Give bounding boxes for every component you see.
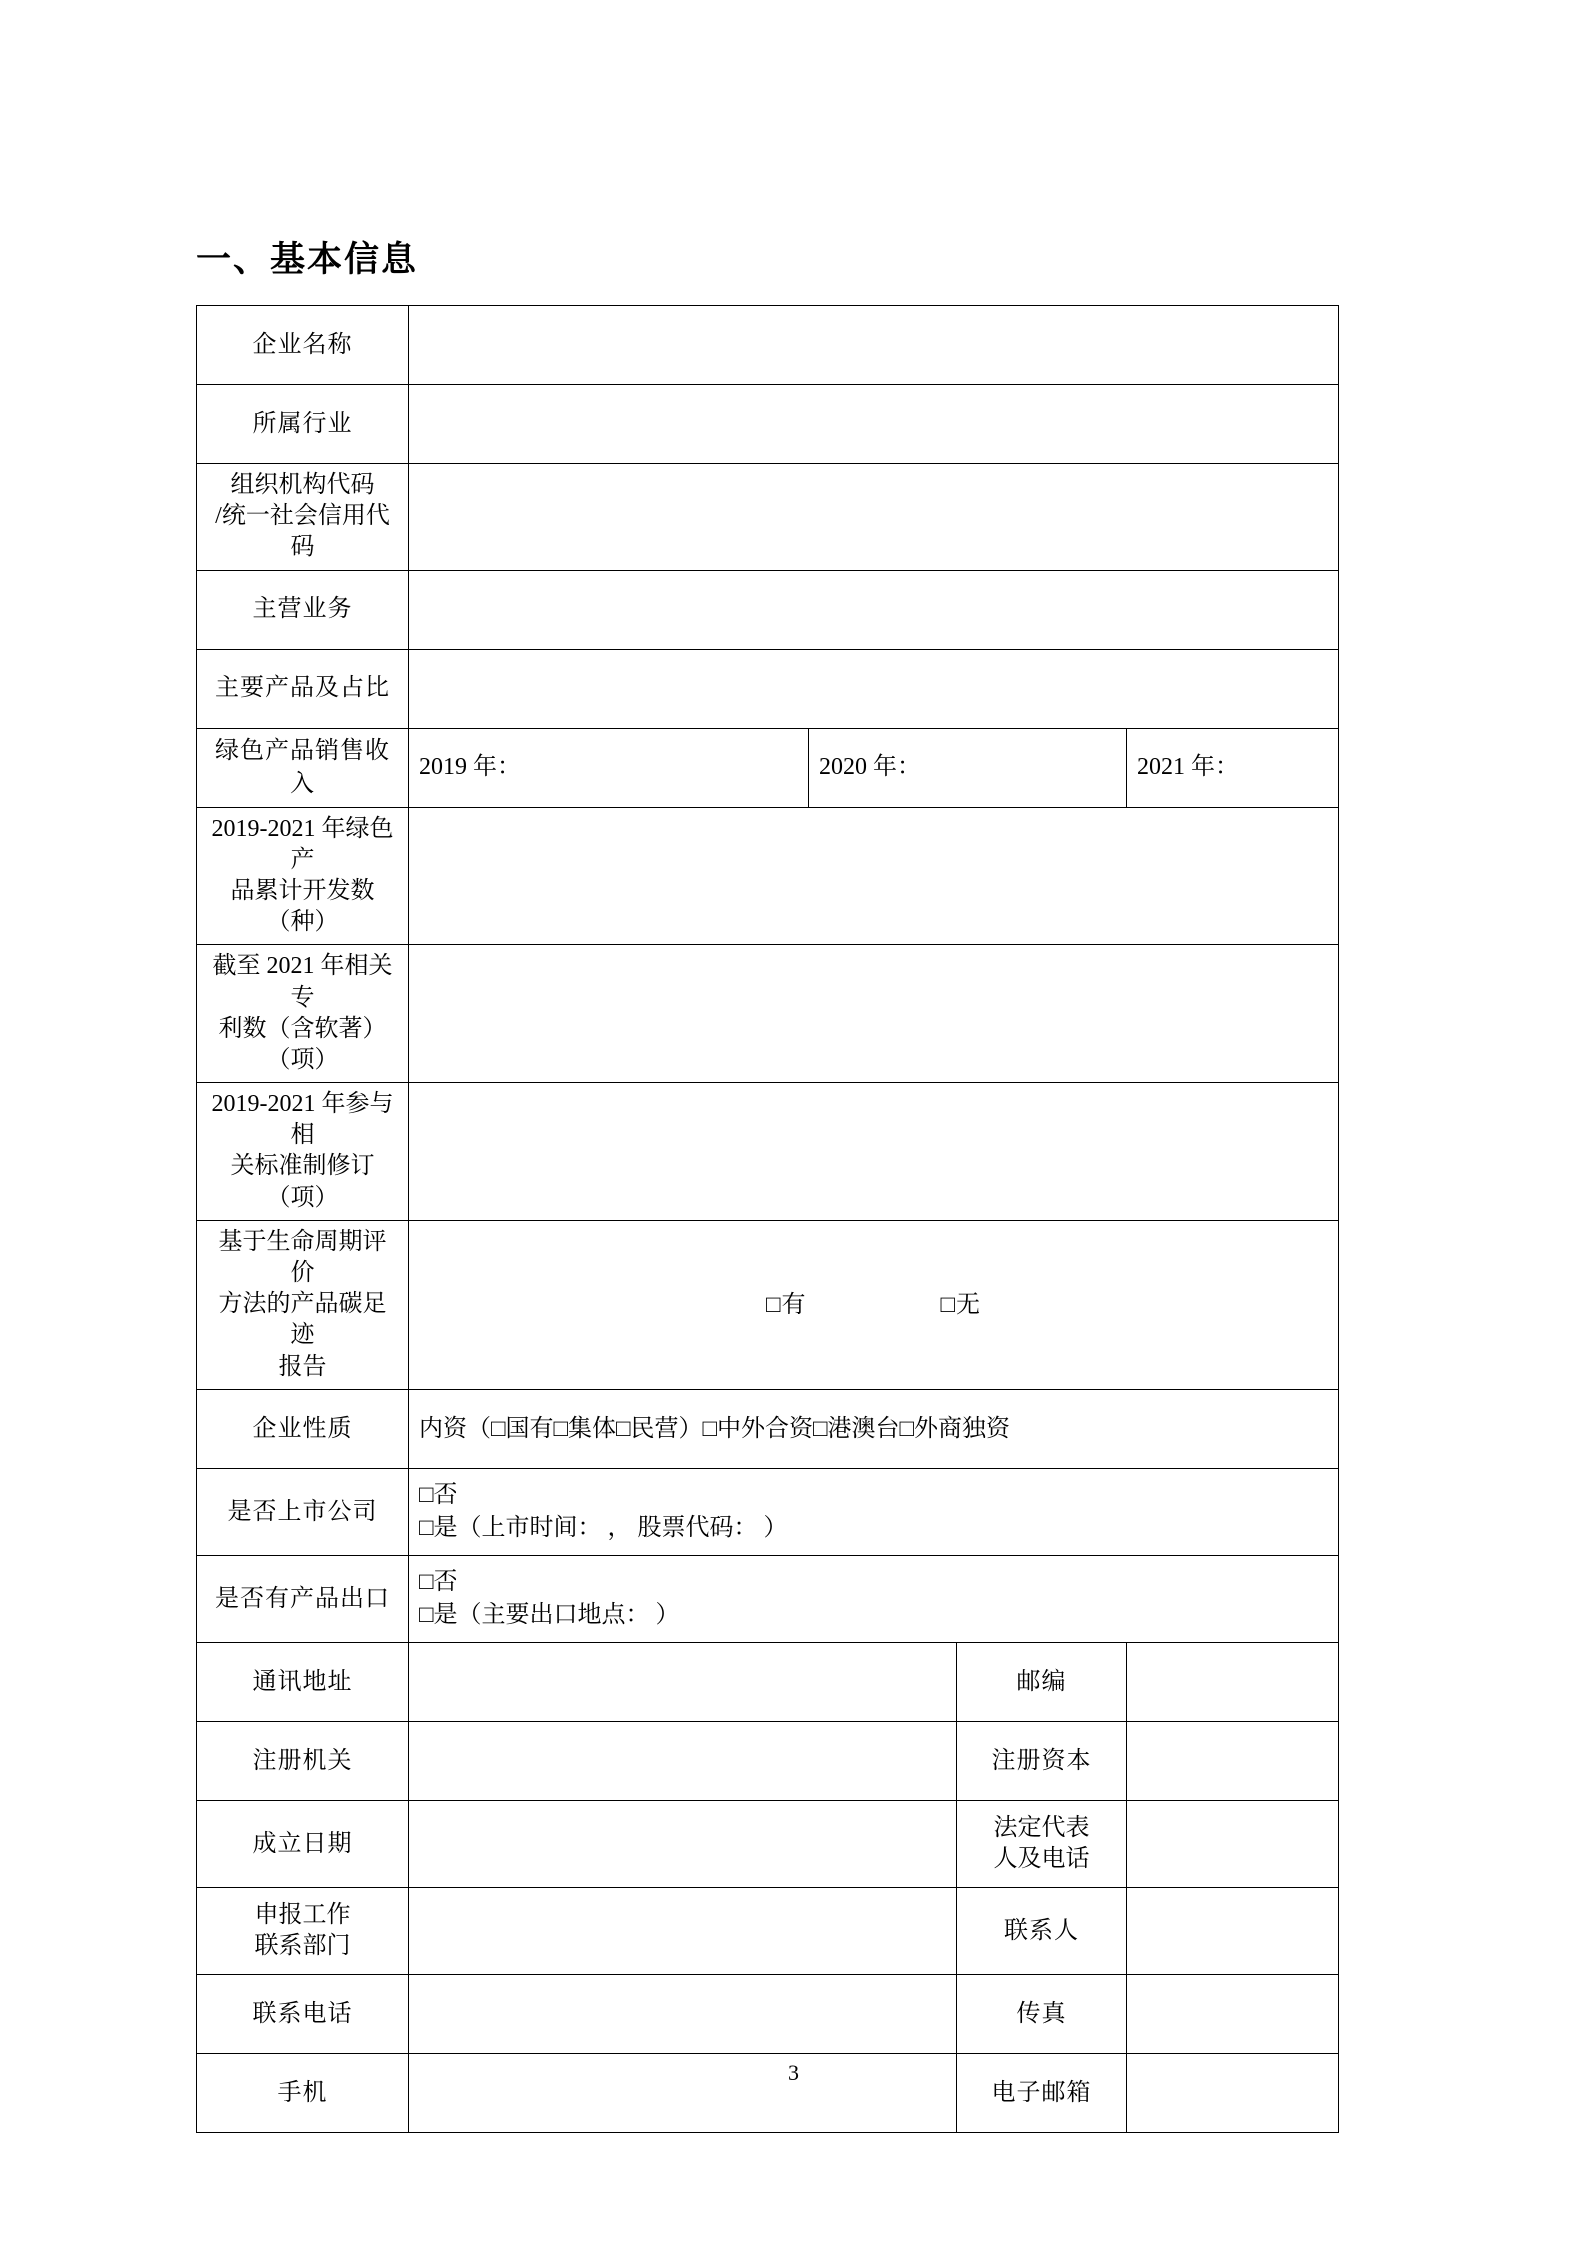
label-green-product-count-line1: 2019-2021 年绿色产 <box>211 815 394 873</box>
table-row <box>197 1220 1339 1389</box>
label-org-code <box>197 464 409 571</box>
label-patent-count <box>197 945 409 1083</box>
field-main-business[interactable] <box>409 570 1339 649</box>
label-contact-department-line2: 联系部门 <box>254 1932 351 1959</box>
table-row <box>197 807 1339 945</box>
label-postcode: 邮编 <box>957 1642 1127 1721</box>
table-row <box>197 1468 1339 1555</box>
field-has-export-options <box>409 1555 1339 1642</box>
label-contact-department <box>197 1887 409 1974</box>
label-registration-authority: 注册机关 <box>197 1721 409 1800</box>
label-is-listed: 是否上市公司 <box>197 1468 409 1555</box>
label-mailing-address: 通讯地址 <box>197 1642 409 1721</box>
field-company-name[interactable] <box>409 306 1339 385</box>
label-org-code-line1: 组织机构代码 <box>230 472 375 498</box>
label-industry: 所属行业 <box>197 385 409 464</box>
field-carbon-footprint-options <box>409 1220 1339 1389</box>
label-standards-count-line1: 2019-2021 年参与相 <box>211 1091 394 1149</box>
checkbox-export-yes[interactable]: □是（主要出口地点： ） <box>419 1601 680 1628</box>
label-fax: 传真 <box>957 1974 1127 2053</box>
field-postcode[interactable] <box>1127 1642 1339 1721</box>
field-standards-count[interactable] <box>409 1083 1339 1221</box>
checkbox-listed-yes[interactable]: □是（上市时间： ， 股票代码： ） <box>419 1514 788 1541</box>
label-contact-department-line1: 申报工作 <box>254 1901 351 1928</box>
field-establish-date[interactable] <box>409 1800 957 1887</box>
field-org-code[interactable] <box>409 464 1339 571</box>
label-legal-rep <box>957 1800 1127 1887</box>
label-green-product-count-line2: 品累计开发数（种） <box>230 877 375 936</box>
field-industry[interactable] <box>409 385 1339 464</box>
table-row <box>197 1887 1339 1974</box>
checkbox-listed-no[interactable]: □否 <box>419 1482 458 1509</box>
field-contact-phone[interactable] <box>409 1974 957 2053</box>
label-legal-rep-line1: 法定代表 <box>993 1814 1090 1841</box>
checkbox-export-no[interactable]: □否 <box>419 1569 458 1596</box>
table-row <box>197 1389 1339 1468</box>
label-patent-count-line2: 利数（含软著）（项） <box>218 1015 387 1073</box>
label-carbon-footprint-line1: 基于生命周期评价 <box>218 1228 387 1286</box>
field-green-revenue-2019[interactable]: 2019 年： <box>409 728 809 807</box>
field-contact-person[interactable] <box>1127 1887 1339 1974</box>
field-green-revenue-2021[interactable]: 2021 年： <box>1127 728 1339 807</box>
label-standards-count-line2: 关标准制修订（项） <box>230 1153 375 1211</box>
field-green-revenue-2020[interactable]: 2020 年： <box>809 728 1127 807</box>
label-contact-person: 联系人 <box>957 1887 1127 1974</box>
field-main-products[interactable] <box>409 649 1339 728</box>
label-establish-date: 成立日期 <box>197 1800 409 1887</box>
field-green-product-count[interactable] <box>409 807 1339 945</box>
table-row <box>197 945 1339 1083</box>
field-enterprise-nature-options[interactable]: 内资（□国有□集体□民营）□中外合资□港澳台□外商独资 <box>409 1389 1339 1468</box>
label-green-product-count <box>197 807 409 945</box>
label-standards-count <box>197 1083 409 1221</box>
table-row <box>197 1721 1339 1800</box>
basic-info-table <box>196 305 1339 2133</box>
page-number: 3 <box>788 2060 799 2085</box>
page-title: 一、基本信息 <box>196 240 419 279</box>
field-legal-rep[interactable] <box>1127 1800 1339 1887</box>
table-row <box>197 728 1339 807</box>
label-enterprise-nature: 企业性质 <box>197 1389 409 1468</box>
field-contact-department[interactable] <box>409 1887 957 1974</box>
field-registered-capital[interactable] <box>1127 1721 1339 1800</box>
label-mobile: 手机 <box>197 2053 409 2132</box>
field-patent-count[interactable] <box>409 945 1339 1083</box>
label-main-business: 主营业务 <box>197 570 409 649</box>
table-row <box>197 570 1339 649</box>
label-carbon-footprint-line2: 方法的产品碳足迹 <box>218 1291 387 1349</box>
label-email: 电子邮箱 <box>957 2053 1127 2132</box>
field-mailing-address[interactable] <box>409 1642 957 1721</box>
label-contact-phone: 联系电话 <box>197 1974 409 2053</box>
table-row <box>197 1974 1339 2053</box>
field-registration-authority[interactable] <box>409 1721 957 1800</box>
table-row <box>197 1800 1339 1887</box>
label-registered-capital: 注册资本 <box>957 1721 1127 1800</box>
label-legal-rep-line2: 人及电话 <box>993 1845 1090 1872</box>
table-row <box>197 306 1339 385</box>
table-row <box>197 464 1339 571</box>
checkbox-carbon-report-no[interactable]: □无 <box>940 1291 982 1318</box>
field-is-listed-options <box>409 1468 1339 1555</box>
field-fax[interactable] <box>1127 1974 1339 2053</box>
label-green-revenue: 绿色产品销售收入 <box>197 728 409 807</box>
label-company-name: 企业名称 <box>197 306 409 385</box>
label-carbon-footprint-report <box>197 1220 409 1389</box>
table-row <box>197 385 1339 464</box>
label-org-code-line2: /统一社会信用代码 <box>215 503 390 561</box>
label-patent-count-line1: 截至 2021 年相关专 <box>212 953 393 1011</box>
label-has-export: 是否有产品出口 <box>197 1555 409 1642</box>
label-main-products: 主要产品及占比 <box>197 649 409 728</box>
table-row <box>197 1555 1339 1642</box>
table-row <box>197 649 1339 728</box>
checkbox-carbon-report-yes[interactable]: □有 <box>766 1291 807 1318</box>
label-carbon-footprint-line3: 报告 <box>278 1353 327 1380</box>
table-row <box>197 1642 1339 1721</box>
table-row <box>197 1083 1339 1221</box>
